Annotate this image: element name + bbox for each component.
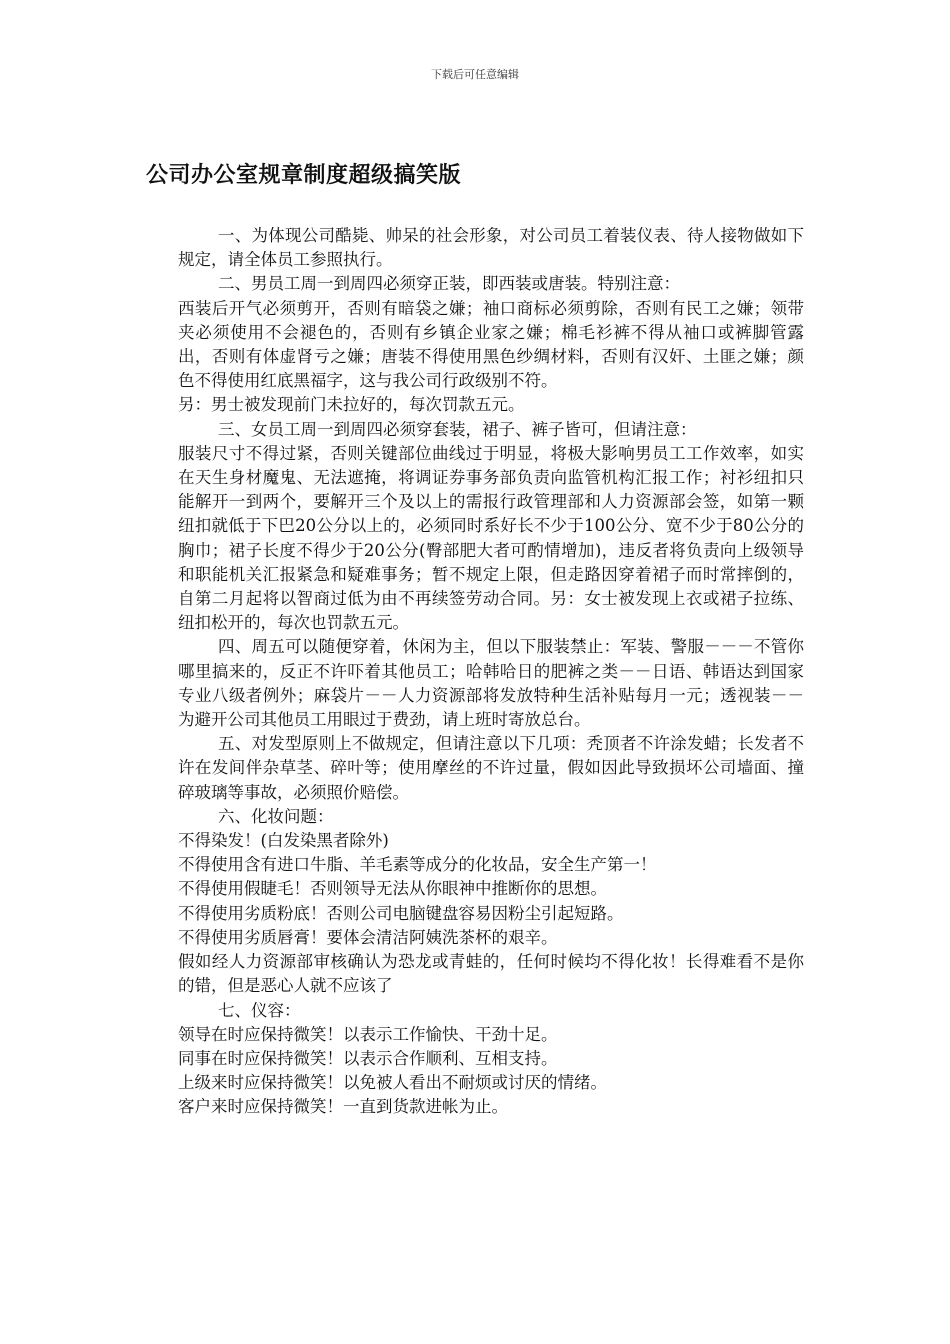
paragraph: 一、为体现公司酷毙、帅呆的社会形象，对公司员工着装仪表、待人接物做如下规定，请全体员工参照执行。 xyxy=(178,226,804,270)
paragraph: 领导在时应保持微笑！以表示工作愉快、干劲十足。 xyxy=(178,1024,558,1044)
paragraph: 不得使用假睫毛！否则领导无法从你眼神中推断你的思想。 xyxy=(178,879,607,899)
paragraph: 不得染发！(白发染黑者除外) xyxy=(178,831,389,851)
paragraph: 不得使用劣质粉底！否则公司电脑键盘容易因粉尘引起短路。 xyxy=(178,903,624,923)
paragraph: 六、化妆问题： xyxy=(218,806,334,826)
page-header: 下载后可任意编辑 xyxy=(431,68,519,81)
paragraph: 二、男员工周一到周四必须穿正装，即西装或唐装。特别注意： xyxy=(218,274,680,294)
document-body xyxy=(178,224,804,1120)
paragraph: 不得使用劣质唇膏！要体会清洁阿姨洗茶杯的艰辛。 xyxy=(178,927,558,947)
paragraph: 客户来时应保持微笑！一直到货款进帐为止。 xyxy=(178,1097,508,1117)
paragraph: 上级来时应保持微笑！以免被人看出不耐烦或讨厌的情绪。 xyxy=(178,1073,607,1093)
paragraph: 另：男士被发现前门未拉好的，每次罚款五元。 xyxy=(178,395,525,415)
paragraph: 服装尺寸不得过紧，否则关键部位曲线过于明显，将极大影响男员工工作效率，如实在天生身材魔鬼、无法遮掩，将调证券事务部负责向监管机构汇报工作；衬衫纽扣只能解开一到两个，要解开三个及以上的需报行政管理部和人力资源部会签，如第一颗纽扣就低于下巴20公分以上的，必须同时系好长不少于100公分、宽不少于80公分的胸巾；裙子长度不得少于20公分(臀部肥大者可酌情增加)，违反者将负责向上级领导和职能机关汇报紧急和疑难事务；暂不规定上限，但走路因穿着裙子而时常摔倒的，自第二月起将以智商过低为由不再续签劳动合同。另：女士被发现上衣或裙子拉练、纽扣松开的，每次也罚款五元。 xyxy=(178,443,804,633)
paragraph: 五、对发型原则上不做规定，但请注意以下几项：秃顶者不许涂发蜡；长发者不许在发间伴杂草茎、碎叶等；使用摩丝的不许过量，假如因此导致损坏公司墙面、撞碎玻璃等事故，必须照价赔偿。 xyxy=(178,734,804,802)
paragraph: 同事在时应保持微笑！以表示合作顺利、互相支持。 xyxy=(178,1048,558,1068)
paragraph: 七、仪容： xyxy=(218,1000,301,1020)
paragraph: 三、女员工周一到周四必须穿套装，裙子、裤子皆可，但请注意： xyxy=(218,419,697,439)
paragraph: 假如经人力资源部审核确认为恐龙或青蛙的，任何时候均不得化妆！长得难看不是你的错，但是恶心人就不应该了 xyxy=(178,952,804,996)
document-title: 公司办公室规章制度超级搞笑版 xyxy=(146,163,462,188)
paragraph: 不得使用含有进口牛脂、羊毛素等成分的化妆品，安全生产第一！ xyxy=(178,855,657,875)
paragraph: 西装后开气必须剪开，否则有暗袋之嫌；袖口商标必须剪除，否则有民工之嫌；领带夹必须使用不会褪色的，否则有乡镇企业家之嫌；棉毛衫裤不得从袖口或裤脚管露出，否则有体虚肾亏之嫌；唐装不得使用黑色纱绸材料，否则有汉奸、土匪之嫌；颜色不得使用红底黑福字，这与我公司行政级别不符。 xyxy=(178,298,804,391)
paragraph: 四、周五可以随便穿着，休闲为主，但以下服装禁止：军装、警服－－－不管你哪里搞来的，反正不许吓着其他员工；哈韩哈日的肥裤之类－－日语、韩语达到国家专业八级者例外；麻袋片－－人力资源部将发放特种生活补贴每月一元；透视装－－为避开公司其他员工用眼过于费劲，请上班时寄放总台。 xyxy=(178,637,804,730)
